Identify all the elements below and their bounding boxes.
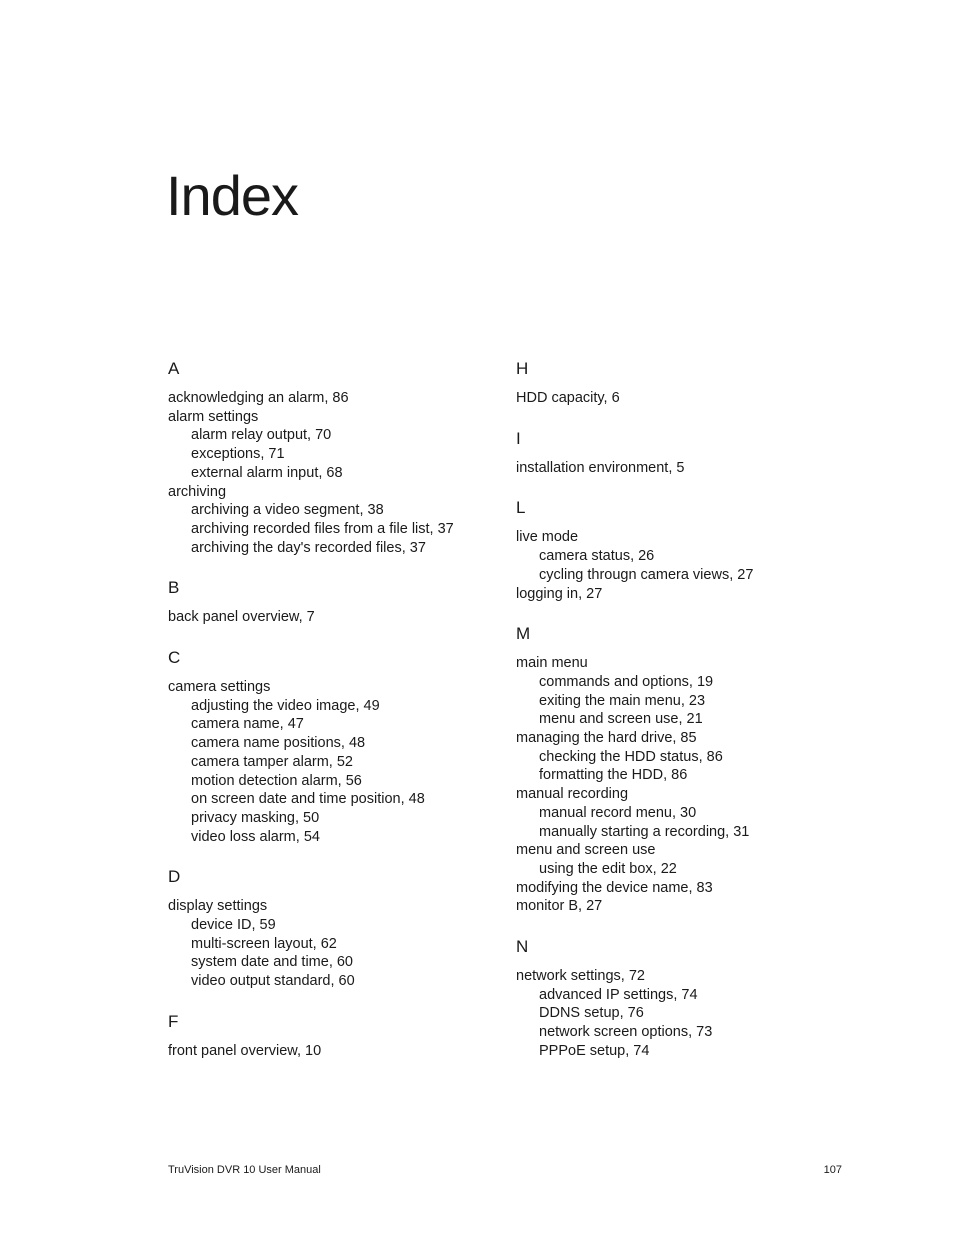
index-letter-heading: M [516,624,531,644]
index-letter-heading: B [168,578,180,598]
index-subentry: camera tamper alarm, 52 [191,753,353,770]
index-entry: display settings [168,898,268,915]
index-subentry: using the edit box, 22 [539,860,677,877]
index-column-right [516,358,846,1081]
index-subentry: external alarm input, 68 [191,464,343,481]
index-subentry: system date and time, 60 [191,954,353,971]
index-entry: logging in, 27 [516,585,603,602]
index-subentry: formatting the HDD, 86 [539,767,688,784]
index-letter-heading: A [168,359,180,378]
index-entry: network settings, 72 [516,968,645,985]
index-subentry: network screen options, 73 [539,1024,713,1041]
index-entry: managing the hard drive, 85 [516,730,697,747]
index-subentry: device ID, 59 [191,917,276,934]
index-section-l [516,497,846,603]
index-entry: installation environment, 5 [516,459,685,476]
index-section-b [168,577,498,627]
index-subentry: archiving recorded files from a file list, 37 [191,520,454,537]
index-entry: alarm settings [168,408,259,425]
footer-manual-title: TruVision DVR 10 User Manual [168,1164,321,1176]
index-letter-heading: L [516,498,526,518]
index-subentry: camera status, 26 [539,548,655,565]
index-entry: modifying the device name, 83 [516,879,713,896]
index-section-c [168,647,498,846]
index-section-n [516,936,846,1061]
index-column-left [168,358,498,1081]
index-letter-heading: C [168,648,181,668]
index-subentry: video output standard, 60 [191,973,355,990]
index-entry: monitor B, 27 [516,898,603,915]
index-letter-heading: I [516,428,521,448]
index-entry: back panel overview, 7 [168,609,315,626]
index-subentry: DDNS setup, 76 [539,1005,644,1022]
index-subentry: exceptions, 71 [191,446,285,463]
index-subentry: cycling througn camera views, 27 [539,566,754,583]
index-subentry: camera name, 47 [191,716,304,733]
index-subentry: camera name positions, 48 [191,735,366,752]
index-subentry: multi-screen layout, 62 [191,935,337,952]
index-letter-heading: N [516,937,529,957]
index-subentry: advanced IP settings, 74 [539,986,698,1003]
index-subentry: PPPoE setup, 74 [539,1042,650,1059]
index-entry: manual recording [516,786,629,803]
index-entry: archiving [168,483,227,500]
index-letter-heading: F [168,1011,179,1031]
index-subentry: archiving a video segment, 38 [191,502,384,519]
index-letter-heading: D [168,867,181,887]
index-section-d [168,866,498,991]
index-subentry: menu and screen use, 21 [539,711,703,728]
index-subentry: on screen date and time position, 48 [191,791,425,808]
index-letter-heading: H [516,359,529,378]
index-subentry: motion detection alarm, 56 [191,772,362,789]
index-entry: front panel overview, 10 [168,1042,322,1059]
index-entry: menu and screen use [516,842,656,859]
footer-page-number: 107 [823,1164,842,1176]
index-subentry: privacy masking, 50 [191,809,320,826]
index-entry: camera settings [168,679,271,696]
index-subentry: archiving the day's recorded files, 37 [191,539,426,556]
index-entry: acknowledging an alarm, 86 [168,390,349,406]
index-entry: HDD capacity, 6 [516,390,620,406]
index-subentry: adjusting the video image, 49 [191,697,380,714]
index-subentry: checking the HDD status, 86 [539,748,723,765]
index-entry: live mode [516,529,579,546]
index-subentry: manual record menu, 30 [539,804,697,821]
page-title: Index [166,164,298,227]
index-section-h [516,358,846,408]
index-section-f [168,1011,498,1061]
index-subentry: manually starting a recording, 31 [539,823,750,840]
index-entry: main menu [516,655,588,672]
index-subentry: alarm relay output, 70 [191,427,332,444]
index-subentry: video loss alarm, 54 [191,828,320,845]
index-subentry: commands and options, 19 [539,673,714,690]
index-subentry: exiting the main menu, 23 [539,692,706,709]
index-section-m [516,623,846,916]
index-section-a [168,358,498,557]
index-section-i [516,428,846,478]
